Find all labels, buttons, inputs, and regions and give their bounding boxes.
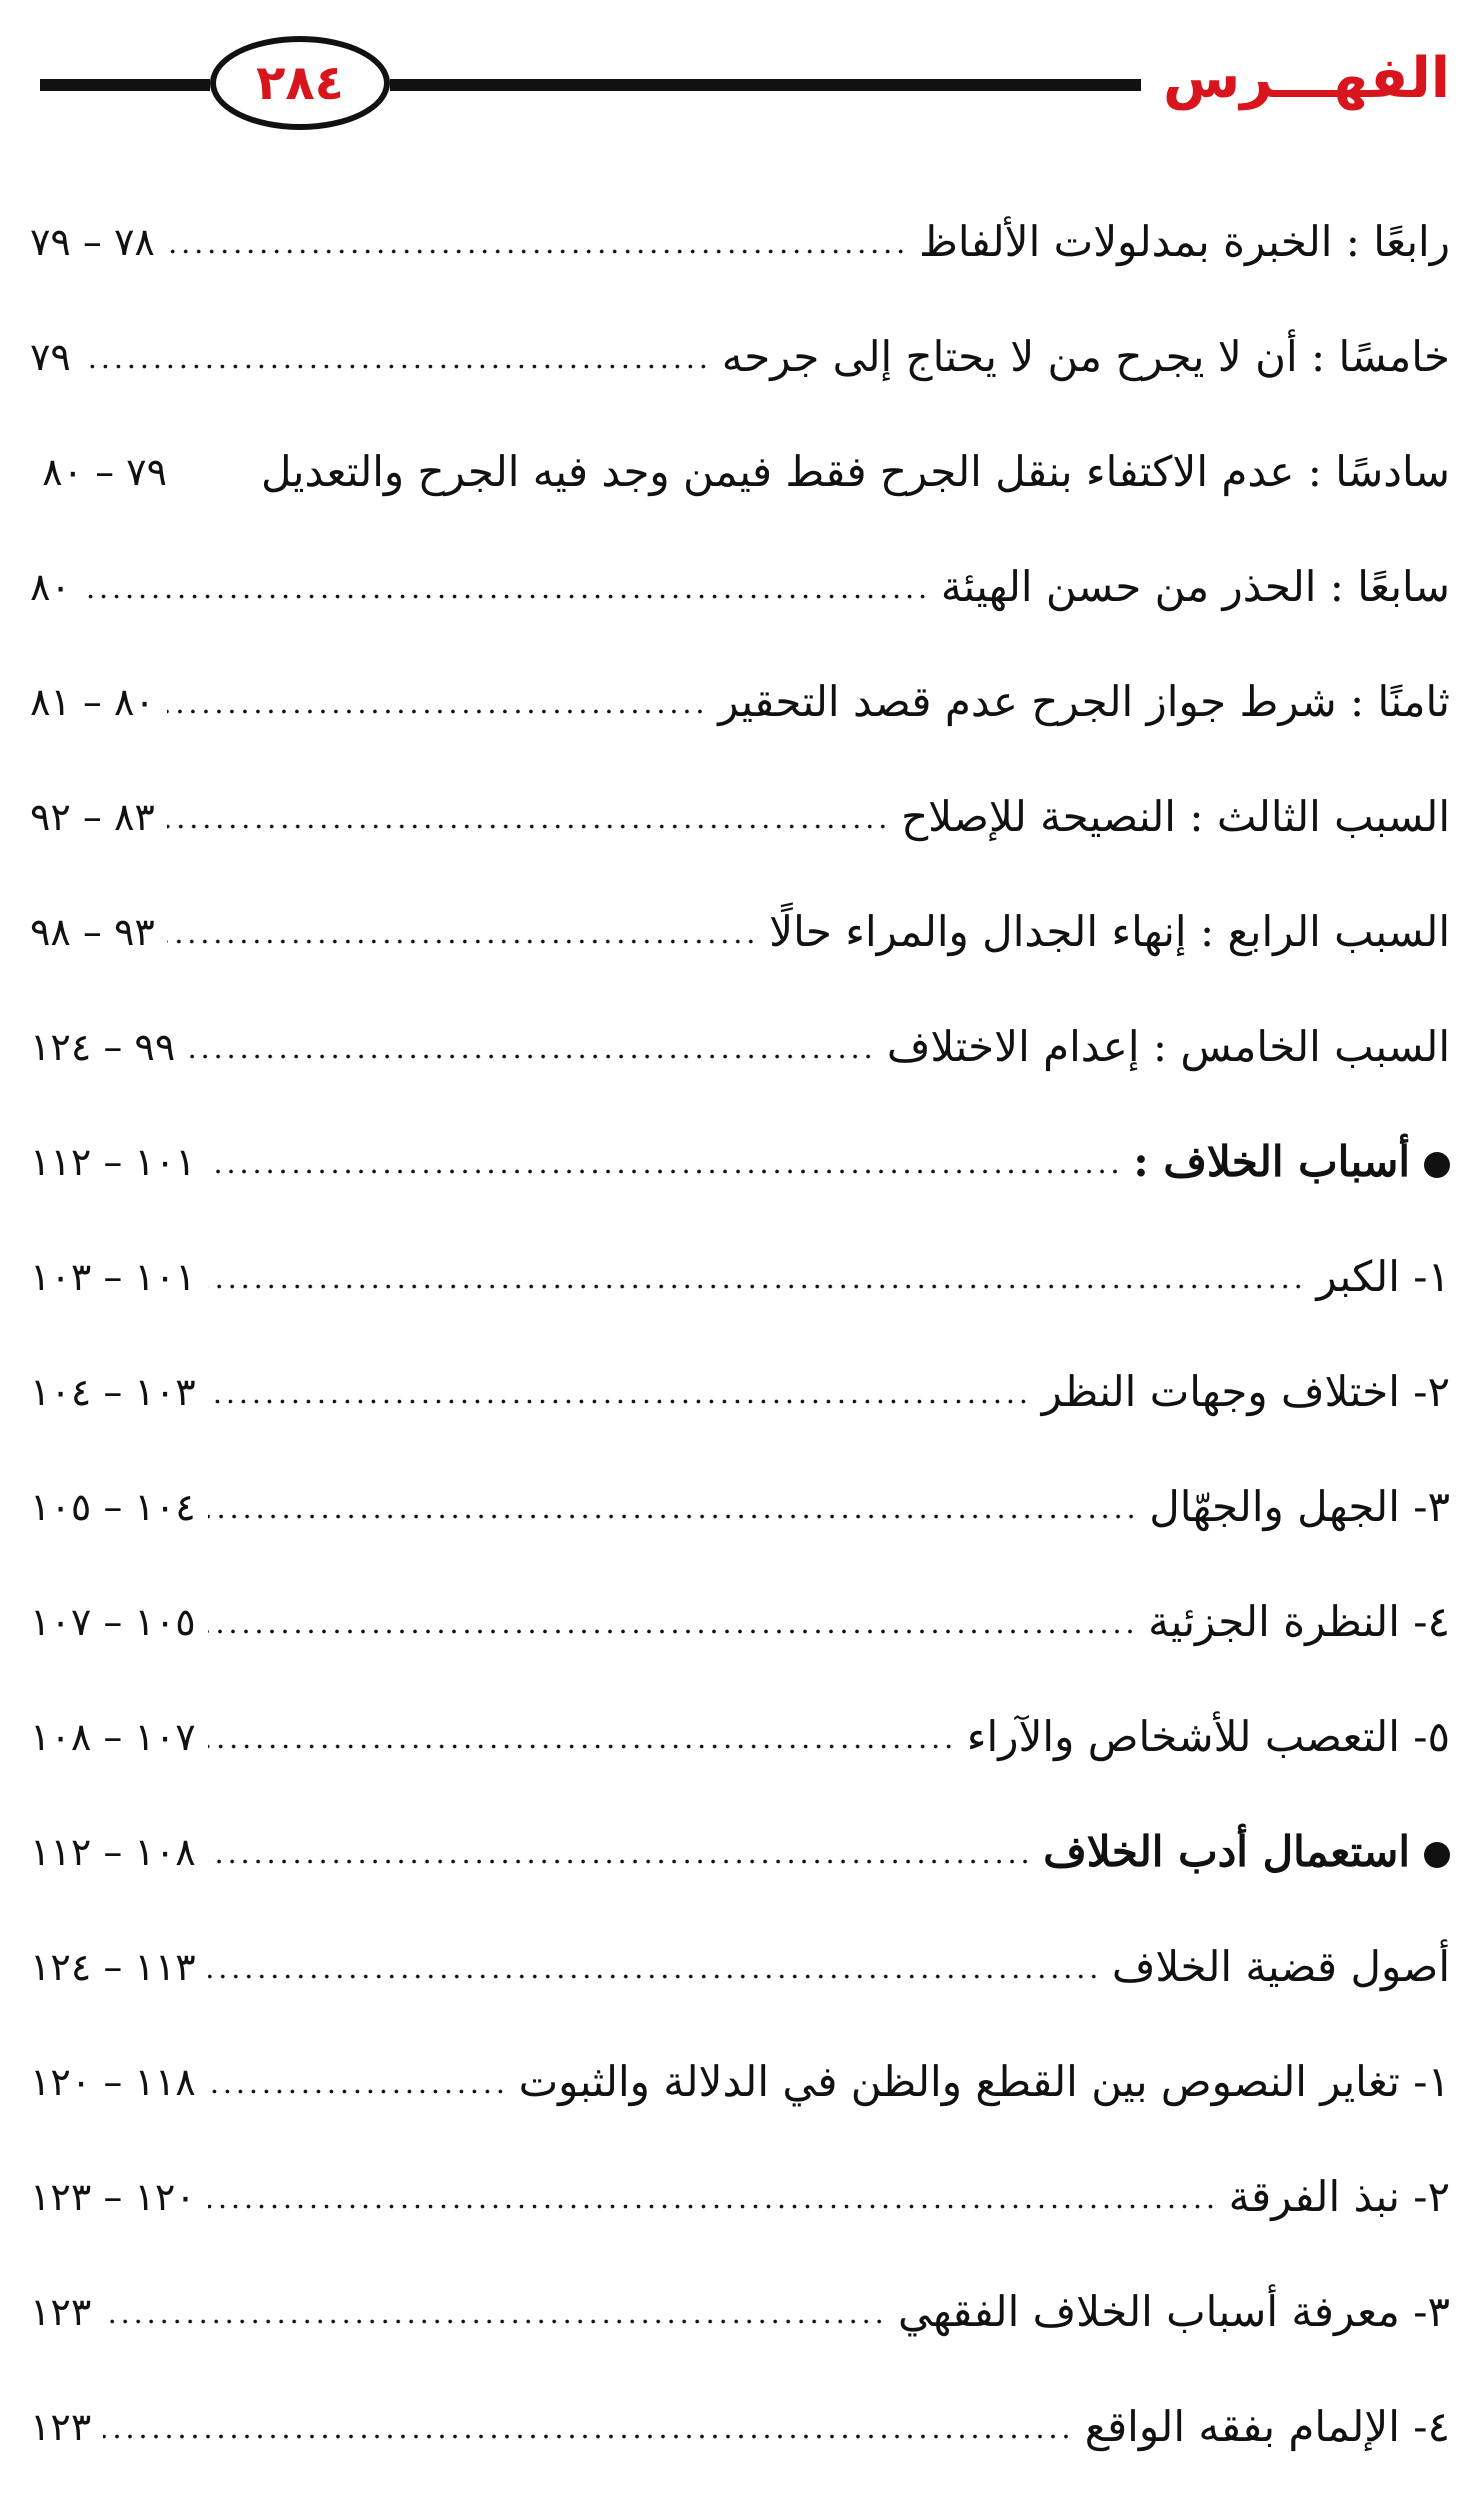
bullet-icon [1424, 1842, 1450, 1868]
dot-leader [208, 1854, 1032, 1870]
entry-pages: ٨٠ [30, 564, 71, 609]
toc-entry [30, 1910, 1450, 2025]
toc-entry [30, 2370, 1450, 2485]
toc-heading [30, 1105, 1450, 1220]
toc-list [30, 185, 1450, 2485]
entry-title: السبب الخامس : إعدام الاختلاف [886, 1022, 1450, 1072]
entry-pages: ١٠٧ – ١٠٨ [30, 1714, 196, 1759]
dot-leader [167, 704, 706, 720]
entry-pages: ٩٩ – ١٢٤ [30, 1024, 176, 1069]
entry-title: السبب الرابع : إنهاء الجدال والمراء حالًا [769, 907, 1450, 957]
entry-title: ١- الكبر [1316, 1252, 1450, 1302]
entry-pages: ١٠٣ – ١٠٤ [30, 1369, 196, 1414]
entry-pages: ١٢٠ – ١٢٣ [30, 2174, 196, 2219]
entry-title: ٢- اختلاف وجهات النظر [1041, 1367, 1450, 1417]
entry-pages: ٨٠ – ٨١ [30, 679, 155, 724]
bullet-icon [1424, 1152, 1450, 1178]
dot-leader [83, 589, 929, 605]
entry-title: سابعًا : الحذر من حسن الهيئة [940, 562, 1450, 612]
entry-pages: ٩٣ – ٩٨ [30, 909, 155, 954]
dot-leader [208, 1739, 955, 1755]
entry-title: السبب الثالث : النصيحة للإصلاح [901, 792, 1450, 842]
entry-pages: ١٠٤ – ١٠٥ [30, 1484, 196, 1529]
entry-title: ١- تغاير النصوص بين القطع والظن في الدلالة والثبوت [518, 2057, 1450, 2107]
toc-entry [30, 1680, 1450, 1795]
entry-title: ٣- الجهل والجهّال [1149, 1482, 1450, 1532]
entry-pages: ٨٣ – ٩٢ [30, 794, 155, 839]
toc-entry [30, 875, 1450, 990]
dot-leader [187, 1049, 875, 1065]
dot-leader [208, 1509, 1138, 1525]
dot-leader [103, 2314, 886, 2330]
toc-entry [30, 990, 1450, 1105]
toc-entry [30, 645, 1450, 760]
entry-title: ٤- الإلمام بفقه الواقع [1084, 2402, 1450, 2452]
entry-title: أصول قضية الخلاف [1111, 1942, 1450, 1992]
entry-pages: ١٠٥ – ١٠٧ [30, 1599, 196, 1644]
dot-leader [208, 1969, 1100, 1985]
entry-pages: ١٠١ – ١٠٣ [30, 1254, 196, 1299]
entry-title [1043, 1827, 1450, 1877]
entry-pages: ٧٩ [30, 334, 71, 379]
dot-leader [208, 1624, 1137, 1640]
toc-entry [30, 1450, 1450, 1565]
dot-leader [208, 1394, 1030, 1410]
dot-leader [179, 474, 249, 490]
entry-pages: ١١٣ – ١٢٤ [30, 1944, 196, 1989]
entry-pages: ١٠٨ – ١١٢ [30, 1829, 196, 1874]
entry-pages: ٧٨ – ٧٩ [30, 219, 155, 264]
toc-entry [30, 2255, 1450, 2370]
entry-pages: ١٢٣ [30, 2289, 92, 2334]
entry-title: ٥- التعصب للأشخاص والآراء [966, 1712, 1450, 1762]
header-rule-left [40, 79, 210, 91]
entry-pages: ٧٩ – ٨٠ [42, 449, 167, 494]
entry-pages: ١١٨ – ١٢٠ [30, 2059, 196, 2104]
dot-leader [208, 1164, 1122, 1180]
entry-pages: ١٢٣ [30, 2404, 92, 2449]
entry-pages: ١٠١ – ١١٢ [30, 1139, 196, 1184]
entry-title [1133, 1137, 1450, 1187]
dot-leader [167, 819, 889, 835]
toc-heading [30, 1795, 1450, 1910]
toc-entry [30, 2140, 1450, 2255]
dot-leader [208, 1279, 1305, 1295]
toc-entry [30, 185, 1450, 300]
entry-title: ٣- معرفة أسباب الخلاف الفقهي [897, 2287, 1450, 2337]
dot-leader [208, 2199, 1217, 2215]
entry-title: ثامنًا : شرط جواز الجرح عدم قصد التحقير [718, 677, 1450, 727]
toc-entry [30, 530, 1450, 645]
toc-entry [30, 2025, 1450, 2140]
entry-title: سادسًا : عدم الاكتفاء بنقل الجرح فقط فيمن وجد فيه الجرح والتعديل [260, 447, 1450, 497]
dot-leader [208, 2084, 507, 2100]
toc-entry [30, 415, 1450, 530]
dot-leader [167, 934, 757, 950]
dot-leader [83, 359, 710, 375]
page-number: ٢٨٤ [210, 36, 390, 130]
section-title: الفهـــرس [1141, 40, 1450, 118]
page-header [40, 30, 1450, 140]
toc-entry [30, 300, 1450, 415]
toc-entry [30, 1220, 1450, 1335]
dot-leader [103, 2429, 1072, 2445]
entry-title: ٢- نبذ الفرقة [1228, 2172, 1450, 2222]
heading-text: أسباب الخلاف : [1133, 1137, 1410, 1187]
entry-title: خامسًا : أن لا يجرح من لا يحتاج إلى جرحه [721, 332, 1450, 382]
entry-title: ٤- النظرة الجزئية [1148, 1597, 1450, 1647]
toc-entry [30, 760, 1450, 875]
dot-leader [167, 244, 907, 260]
toc-entry [30, 1335, 1450, 1450]
toc-entry [30, 1565, 1450, 1680]
entry-title: رابعًا : الخبرة بمدلولات الألفاظ [919, 217, 1450, 267]
heading-text: استعمال أدب الخلاف [1043, 1827, 1410, 1877]
